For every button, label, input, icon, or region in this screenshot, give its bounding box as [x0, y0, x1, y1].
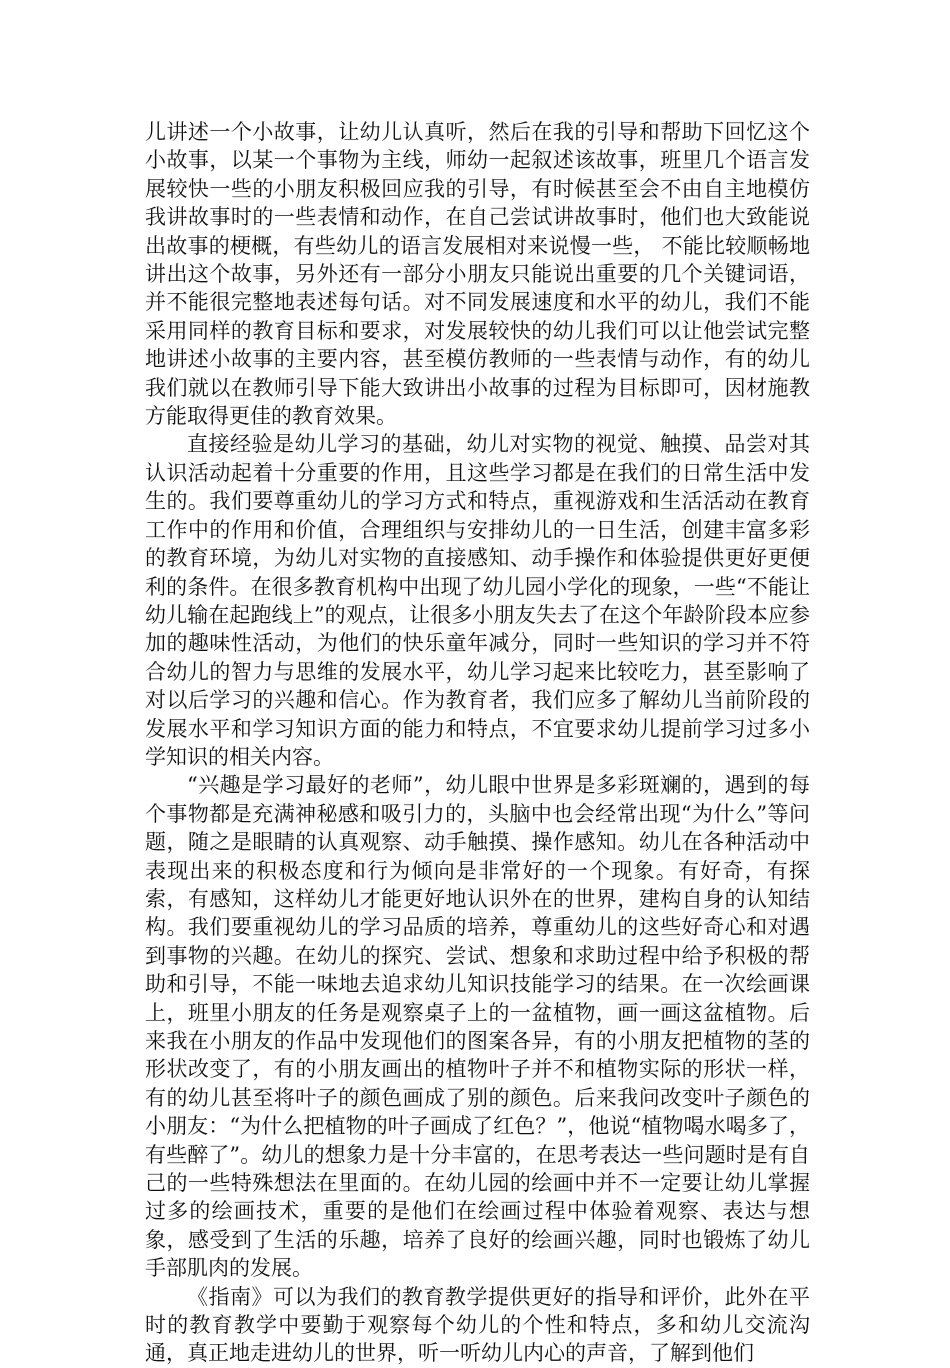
body-text: [145, 118, 810, 1368]
paragraph-4: 《指南》可以为我们的教育教学提供更好的指导和评价，此外在平时的教育教学中要勤于观察每个幼儿的个性和特点，多和幼儿交流沟通，真正地走进幼儿的世界，听一听幼儿内心的声音，了解到他们: [145, 1284, 810, 1366]
paragraph-2: 直接经验是幼儿学习的基础，幼儿对实物的视觉、触摸、品尝对其认识活动起着十分重要的作用，且这些学习都是在我们的日常生活中发生的。我们要尊重幼儿的学习方式和特点，重视游戏和生活活动在教育工作中的作用和价值，合理组织与安排幼儿的一日生活，创建丰富多彩的教育环境，为幼儿对实物的直接感知、动手操作和体验提供更好更便利的条件。在很多教育机构中出现了幼儿园小学化的现象，一些“不能让幼儿输在起跑线上”的观点，让很多小朋友失去了在这个年龄阶段本应参加的趣味性活动，为他们的快乐童年减分，同时一些知识的学习并不符合幼儿的智力与思维的发展水平，幼儿学习起来比较吃力，甚至影响了对以后学习的兴趣和信心。作为教育者，我们应多了解幼儿当前阶段的发展水平和学习知识方面的能力和特点，不宜要求幼儿提前学习过多小学知识的相关内容。: [145, 432, 810, 769]
paragraph-3: “兴趣是学习最好的老师”，幼儿眼中世界是多彩斑斓的，遇到的每个事物都是充满神秘感和吸引力的，头脑中也会经常出现“为什么”等问题，随之是眼睛的认真观察、动手触摸、操作感知。幼儿在各种活动中表现出来的积极态度和行为倾向是非常好的一个现象。有好奇，有探索，有感知，这样幼儿才能更好地认识外在的世界，建构自身的认知结构。我们要重视幼儿的学习品质的培养，尊重幼儿的这些好奇心和对遇到事物的兴趣。在幼儿的探究、尝试、想象和求助过程中给予积极的帮助和引导，不能一味地去追求幼儿知识技能学习的结果。在一次绘画课上，班里小朋友的任务是观察桌子上的一盆植物，画一画这盆植物。后来我在小朋友的作品中发现他们的图案各异，有的小朋友把植物的茎的形状改变了，有的小朋友画出的植物叶子并不和植物实际的形状一样，有的幼儿甚至将叶子的颜色画成了别的颜色。后来我问改变叶子颜色的小朋友：“为什么把植物的叶子画成了红色？”，他说“植物喝水喝多了，有些醉了”。幼儿的想象力是十分丰富的，在思考表达一些问题时是有自己的一些特殊想法在里面的。在幼儿园的绘画中并不一定要让幼儿掌握过多的绘画技术，重要的是他们在绘画过程中体验着观察、表达与想象，感受到了生活的乐趣，培养了良好的绘画兴趣，同时也锻炼了幼儿手部肌肉的发展。: [145, 773, 810, 1281]
paragraph-1: 儿讲述一个小故事，让幼儿认真听，然后在我的引导和帮助下回忆这个小故事，以某一个事物为主线，师幼一起叙述该故事，班里几个语言发展较快一些的小朋友积极回应我的引导，有时候甚至会不由自主地模仿我讲故事时的一些表情和动作，在自己尝试讲故事时，他们也大致能说出故事的梗概，有些幼儿的语言发展相对来说慢一些， 不能比较顺畅地讲出这个故事，另外还有一部分小朋友只能说出重要的几个关键词语，并不能很完整地表述每句话。对不同发展速度和水平的幼儿，我们不能采用同样的教育目标和要求，对发展较快的幼儿我们可以让他尝试完整地讲述小故事的主要内容，甚至模仿教师的一些表情与动作，有的幼儿我们就以在教师引导下能大致讲出小故事的过程为目标即可，因材施教方能取得更佳的教育效果。: [145, 120, 810, 429]
